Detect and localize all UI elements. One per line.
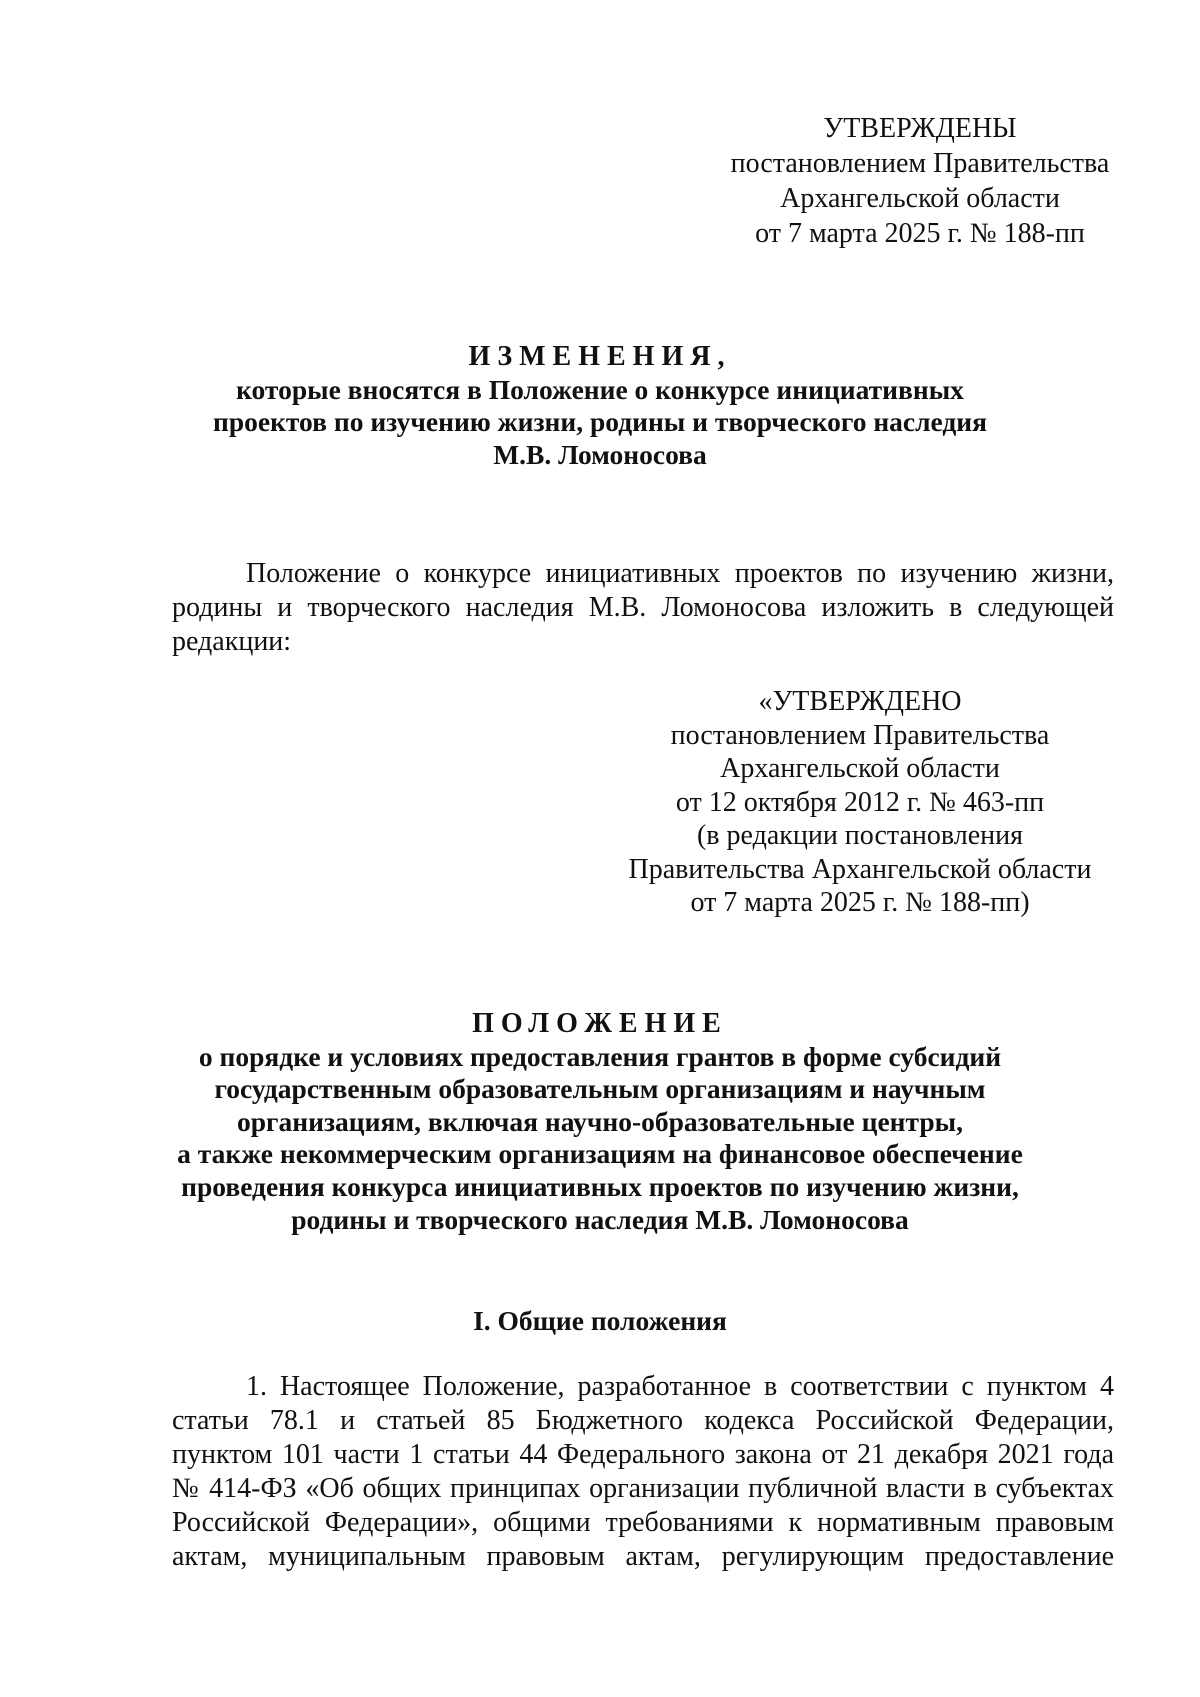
section-1-paragraph-line: актам, муниципальным правовым актам, регулирующим предоставление <box>172 1541 1114 1572</box>
approval-inner-line: от 7 марта 2025 г. № 188-пп) <box>690 887 1030 918</box>
approval-stamp-top <box>700 111 1140 251</box>
changes-heading <box>150 341 1050 471</box>
approval-top-line: Архангельской области <box>780 183 1060 214</box>
regulation-heading-line: проведения конкурса инициативных проектов по изучению жизни, <box>181 1170 1019 1202</box>
section-1-paragraph-line: статьи 78.1 и статьей 85 Бюджетного кодекса Российской Федерации, <box>172 1405 1114 1436</box>
approval-top-line: от 7 марта 2025 г. № 188-пп <box>755 218 1085 249</box>
regulation-heading-line: родины и творческого наследия М.В. Ломоносова <box>291 1203 909 1235</box>
changes-heading-line: которые вносятся в Положение о конкурсе инициативных <box>236 373 964 405</box>
regulation-heading-title: ПОЛОЖЕНИЕ <box>472 1008 728 1039</box>
regulation-heading-line: организациям, включая научно-образовательные центры, <box>237 1105 963 1137</box>
regulation-heading <box>150 1008 1050 1236</box>
intro-paragraph-line: редакции: <box>172 626 292 657</box>
approval-inner-line: Архангельской области <box>720 753 1000 784</box>
section-title: I. Общие положения <box>473 1305 727 1336</box>
approval-top-line: постановлением Правительства <box>730 148 1110 179</box>
section-1-paragraph-line: пунктом 101 части 1 статьи 44 Федерального закона от 21 декабря 2021 года <box>172 1439 1114 1470</box>
approval-stamp-inner <box>620 685 1100 920</box>
approval-inner-line: (в редакции постановления <box>696 820 1024 851</box>
regulation-heading-line: государственным образовательным организациям и научным <box>214 1073 986 1105</box>
section-1-paragraph-line: Российской Федерации», общими требованиями к нормативным правовым <box>172 1507 1114 1538</box>
approval-inner-line: от 12 октября 2012 г. № 463-пп <box>675 786 1045 818</box>
changes-heading-line: М.В. Ломоносова <box>493 438 707 470</box>
approval-top-line: УТВЕРЖДЕНЫ <box>823 113 1017 144</box>
regulation-heading-line: а также некоммерческим организациям на финансовое обеспечение <box>177 1138 1023 1170</box>
changes-heading-title: ИЗМЕНЕНИЯ, <box>468 341 732 372</box>
intro-paragraph-line: Положение о конкурсе инициативных проектов по изучению жизни, <box>246 558 1114 589</box>
section-1-paragraph-line: 1. Настоящее Положение, разработанное в соответствии с пунктом 4 <box>246 1371 1114 1402</box>
section-1-paragraph-line: № 414-ФЗ «Об общих принципах организации публичной власти в субъектах <box>172 1473 1114 1504</box>
regulation-heading-line: о порядке и условиях предоставления грантов в форме субсидий <box>198 1040 1002 1072</box>
intro-paragraph <box>172 557 1114 659</box>
approval-inner-line: постановлением Правительства <box>670 719 1050 751</box>
approval-inner-line: Правительства Архангельской области <box>628 853 1092 885</box>
section-1-paragraph <box>172 1370 1114 1574</box>
changes-heading-line: проектов по изучению жизни, родины и творческого наследия <box>212 406 988 437</box>
intro-paragraph-line: родины и творческого наследия М.В. Ломоносова изложить в следующей <box>172 592 1114 623</box>
approval-inner-line: «УТВЕРЖДЕНО <box>758 686 962 717</box>
